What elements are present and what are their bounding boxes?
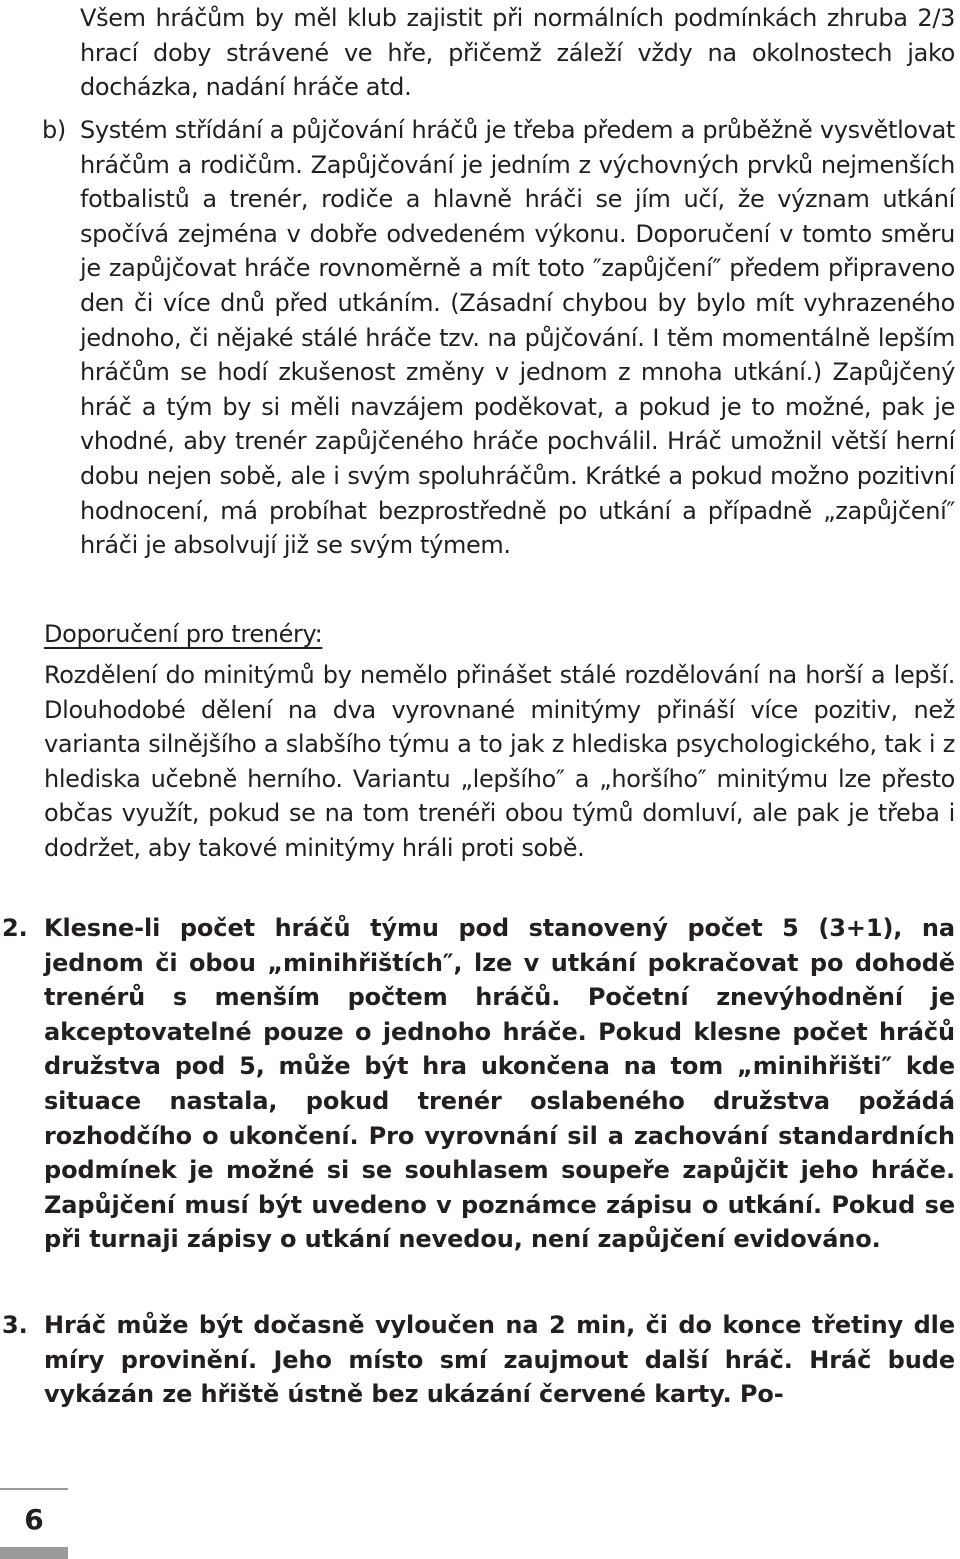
list-item-b-marker: b) bbox=[42, 116, 66, 144]
footer-bar bbox=[0, 1547, 68, 1559]
rule-item-3-number: 3. bbox=[2, 1311, 28, 1339]
list-item-b bbox=[42, 113, 955, 563]
recommendation-paragraph: Rozdělení do minitýmů by nemělo přinášet stálé rozdělování na horší a lepší. Dlouhodobé dělení na dva vyrovnané minitýmy přináší více pozitiv, než varianta silnějšího a slabšího týmu a to jak z hlediska psychologického, tak i z hlediska učebně herního. Variantu „lepšího″ a „horšího″ minitýmu lze přesto občas využít, pokud se na tom trenéři obou týmů domluví, ale pak je třeba i dodržet, aby takové minitýmy hráli proti sobě. bbox=[44, 661, 955, 862]
page-number: 6 bbox=[24, 1503, 44, 1536]
intro-paragraph: Všem hráčům by měl klub zajistit při normálních podmínkách zhruba 2/3 hrací doby strávené ve hře, přičemž záleží vždy na okolnostech jako docházka, nadání hráče atd. bbox=[80, 4, 955, 102]
rule-item-2-number: 2. bbox=[2, 914, 28, 942]
footer-divider bbox=[0, 1488, 68, 1490]
rule-item-3-text: Hráč může být dočasně vyloučen na 2 min, či do konce třetiny dle míry provinění. Jeho místo smí zaujmout další hráč. Hráč bude vykázán ze hřiště ústně bez ukázání červené karty. Po- bbox=[44, 1311, 955, 1409]
list-item-b-text: Systém střídání a půjčování hráčů je třeba předem a průběžně vysvětlovat hráčům a rodičům. Zapůjčování je jedním z výchovných prvků nejmenších fotbalistů a trenér, rodiče a hlavně hráči se jím učí, že význam utkání spočívá zejména v dobře odvedeném výkonu. Doporučení v tomto směru je zapůjčovat hráče rovnoměrně a mít toto ″zapůjčení″ předem připraveno den či více dnů před utkáním. (Zásadní chybou by bylo mít vyhrazeného jednoho, či nějaké stálé hráče tzv. na půjčování. I těm momentálně lepším hráčům se hodí zkušenost změny v jednom z mnoha utkání.) Zapůjčený hráč a tým by si měli navzájem poděkovat, a pokud je to možné, pak je vhodné, aby trenér zapůjčeného hráče pochválil. Hráč umožnil větší herní dobu nejen sobě, ale i svým spoluhráčům. Krátké a pokud možno pozitivní hodnocení, má probíhat bezprostředně po utkání a případně „zapůjčení″ hráči je absolvují již se svým týmem. bbox=[80, 116, 955, 560]
recommendation-heading: Doporučení pro trenéry: bbox=[44, 620, 323, 648]
rule-item-2 bbox=[2, 911, 955, 1257]
rule-item-3 bbox=[2, 1308, 955, 1412]
rule-item-2-text: Klesne-li počet hráčů týmu pod stanovený počet 5 (3+1), na jednom či obou „minihřištích″, lze v utkání pokračovat po dohodě trenérů s menším počtem hráčů. Početní znevýhodnění je akceptovatelné pouze o jednoho hráče. Pokud klesne počet hráčů družstva pod 5, může být hra ukončena na tom „minihřišti″ kde situace nastala, pokud trenér oslabeného družstva požádá rozhodčího o ukončení. Pro vyrovnání sil a zachování standardních podmínek je možné si se souhlasem soupeře zapůjčit jeho hráče. Zapůjčení musí být uvedeno v poznámce zápisu o utkání. Pokud se při turnaji zápisy o utkání nevedou, není zapůjčení evidováno. bbox=[44, 914, 955, 1254]
